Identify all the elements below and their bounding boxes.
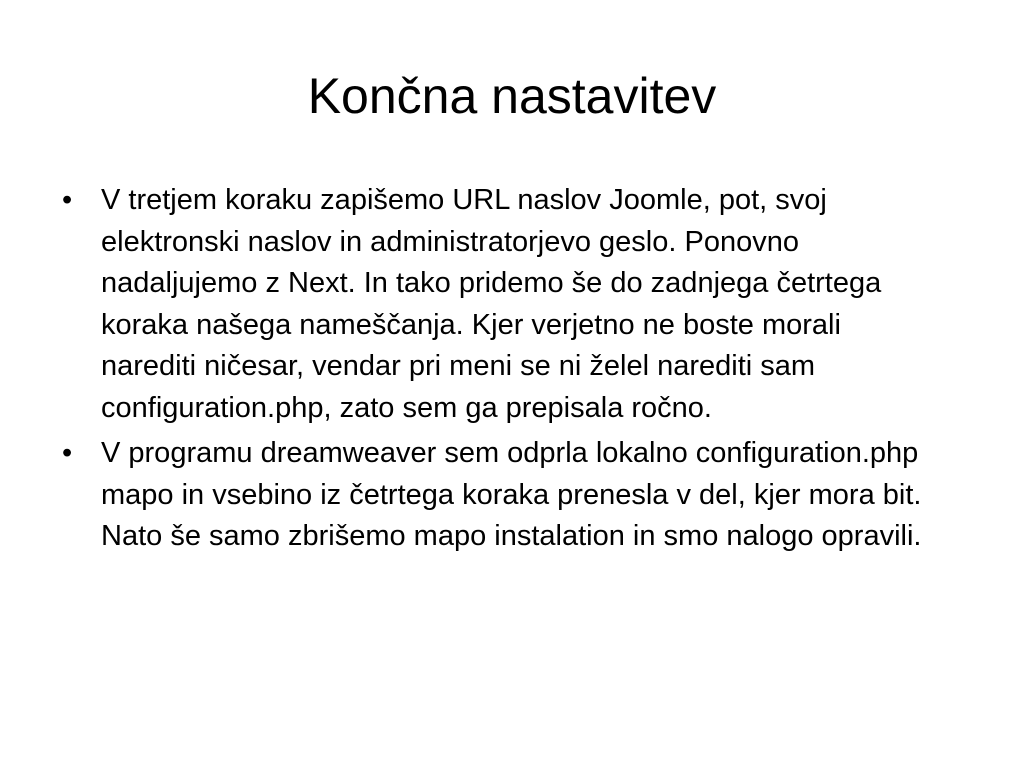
bullet-marker: • xyxy=(62,184,73,216)
slide-title: Končna nastavitev xyxy=(307,68,717,124)
bullet-list xyxy=(62,180,942,558)
bullet-marker: • xyxy=(62,437,73,469)
bullet-item xyxy=(62,180,942,429)
bullet-text: V tretjem koraku zapišemo URL naslov Joomle, pot, svoj elektronski naslov in administratorjevo geslo. Ponovno nadaljujemo z Next. In tako pridemo še do zadnjega četrtega koraka našega nameščanja. Kjer verjetno ne boste morali narediti ničesar, vendar pri meni se ni želel narediti sam configuration.php, zato sem ga prepisala ročno. xyxy=(101,184,882,424)
bullet-text: V programu dreamweaver sem odprla lokalno configuration.php mapo in vsebino iz četrtega koraka prenesla v del, kjer mora bit. Nato še samo zbrišemo mapo instalation in smo nalogo opravili. xyxy=(101,437,922,552)
bullet-item xyxy=(62,433,942,558)
